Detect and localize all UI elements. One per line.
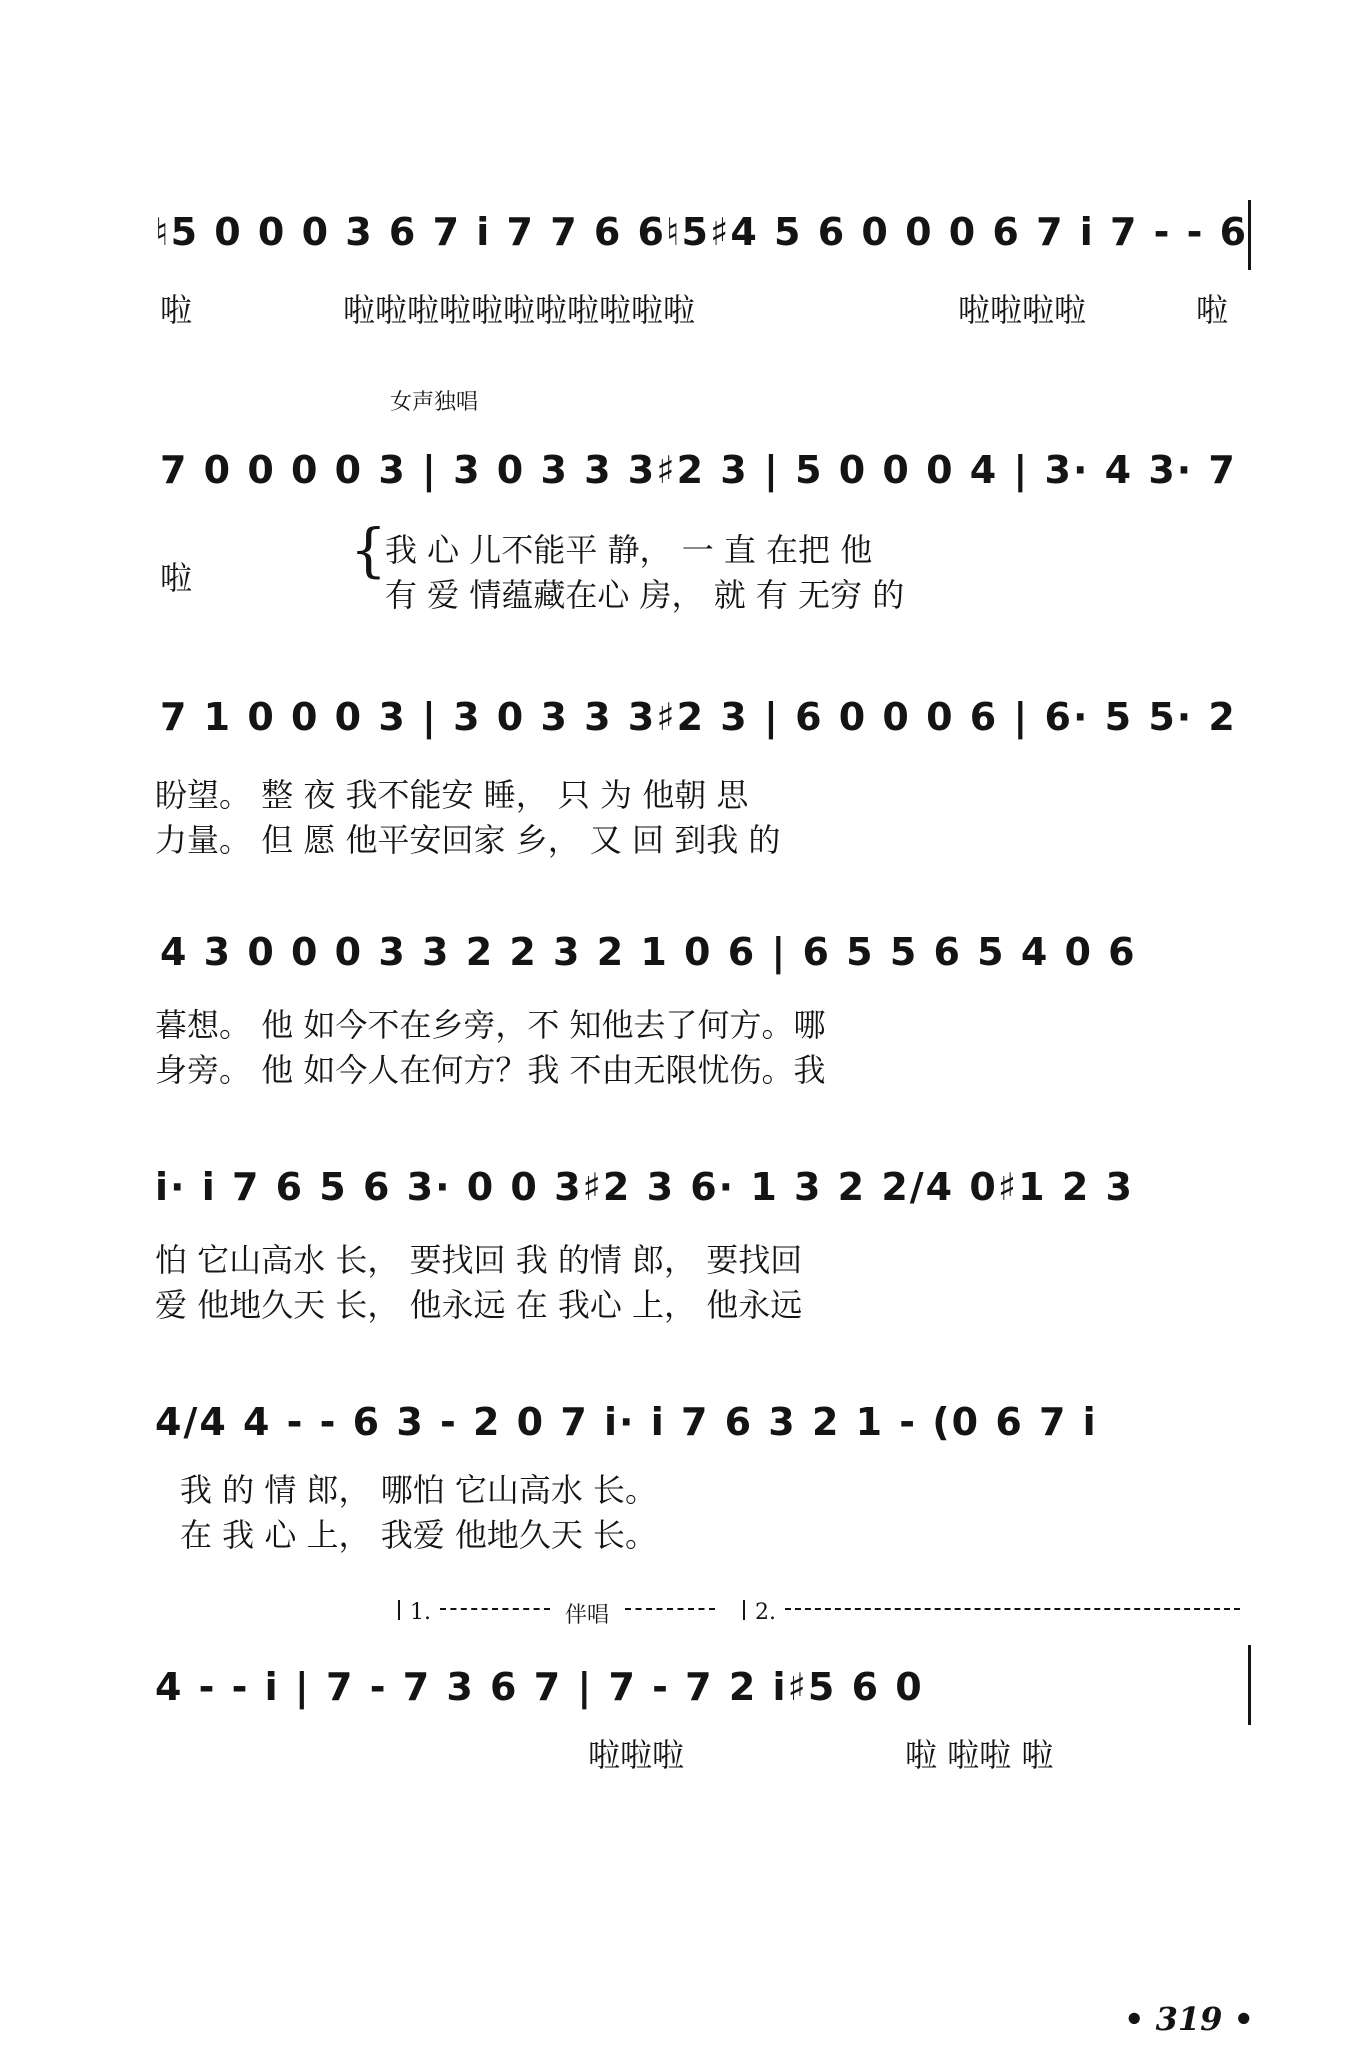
section-label: 女声独唱 [390, 390, 479, 415]
volta-2-label: 2. [755, 1600, 776, 1625]
lyric: 啦啦啦 [588, 1736, 685, 1774]
lyric: 啦啦啦啦啦啦啦啦啦啦啦 [343, 291, 696, 329]
lyric-side: 啦 [160, 559, 193, 597]
notation-line-2: 7 0 0 0 0 3 | 3 0 3 3 3♯2 3 | 5 0 0 0 4 | 3· 4 3· 7 [160, 448, 1237, 492]
lyric: 啦 [160, 291, 193, 329]
lyric: 啦 啦啦 啦 [905, 1736, 1054, 1774]
verse-1: 盼望。 整 夜 我不能安 睡， 只 为 他朝 思 [155, 776, 749, 814]
verse-bracket: { [350, 516, 387, 584]
volta-line-mid [625, 1608, 715, 1610]
barline [1248, 200, 1251, 270]
verse-2: 有 爱 情蕴藏在心 房， 就 有 无穷 的 [385, 576, 905, 614]
notation-line-1: ♮5 0 0 0 3 6 7 i 7 7 6 6♮5♯4 5 6 0 0 0 6 7 i 7 - - 6 [155, 210, 1249, 254]
verse-2: 力量。 但 愿 他平安回家 乡， 又 回 到我 的 [155, 821, 781, 859]
notation-line-4: 4 3 0 0 0 3 3 2 2 3 2 1 0 6 | 6 5 5 6 5 4 0 6 [160, 930, 1137, 974]
volta-accompany-label: 伴唱 [565, 1603, 610, 1628]
verse-1: 我 的 情 郎， 哪怕 它山高水 长。 [180, 1471, 658, 1509]
lyric: 啦啦啦啦 [958, 291, 1087, 329]
volta-2-line [785, 1608, 1240, 1610]
verse-2: 身旁。 他 如今人在何方？我 不由无限忧伤。我 [155, 1051, 826, 1089]
lyric: 啦 [1196, 291, 1229, 329]
verse-1: 我 心 儿不能平 静， 一 直 在把 他 [385, 531, 873, 569]
final-barline [1248, 1645, 1251, 1725]
volta-1-tick [398, 1600, 400, 1620]
verse-2: 爱 他地久天 长， 他永远 在 我心 上， 他永远 [155, 1286, 803, 1324]
notation-line-5: i· i 7 6 5 6 3· 0 0 3♯2 3 6· 1 3 2 2/4 0♯1 2 3 [155, 1165, 1134, 1209]
notation-line-3: 7 1 0 0 0 3 | 3 0 3 3 3♯2 3 | 6 0 0 0 6 | 6· 5 5· 2 [160, 695, 1237, 739]
verse-1: 暮想。 他 如今不在乡旁，不 知他去了何方。哪 [155, 1006, 826, 1044]
volta-1-line [440, 1608, 550, 1610]
page-number: • 319 • [1124, 2000, 1254, 2038]
verse-2: 在 我 心 上， 我爱 他地久天 长。 [180, 1516, 658, 1554]
notation-line-6: 4/4 4 - - 6 3 - 2 0 7 i· i 7 6 3 2 1 - (0 6 7 i [155, 1400, 1098, 1444]
volta-1-label: 1. [410, 1600, 431, 1625]
notation-line-7: 4 - - i | 7 - 7 3 6 7 | 7 - 7 2 i♯5 6 0 [155, 1665, 924, 1709]
volta-2-tick [743, 1600, 745, 1620]
verse-1: 怕 它山高水 长， 要找回 我 的情 郎， 要找回 [155, 1241, 803, 1279]
